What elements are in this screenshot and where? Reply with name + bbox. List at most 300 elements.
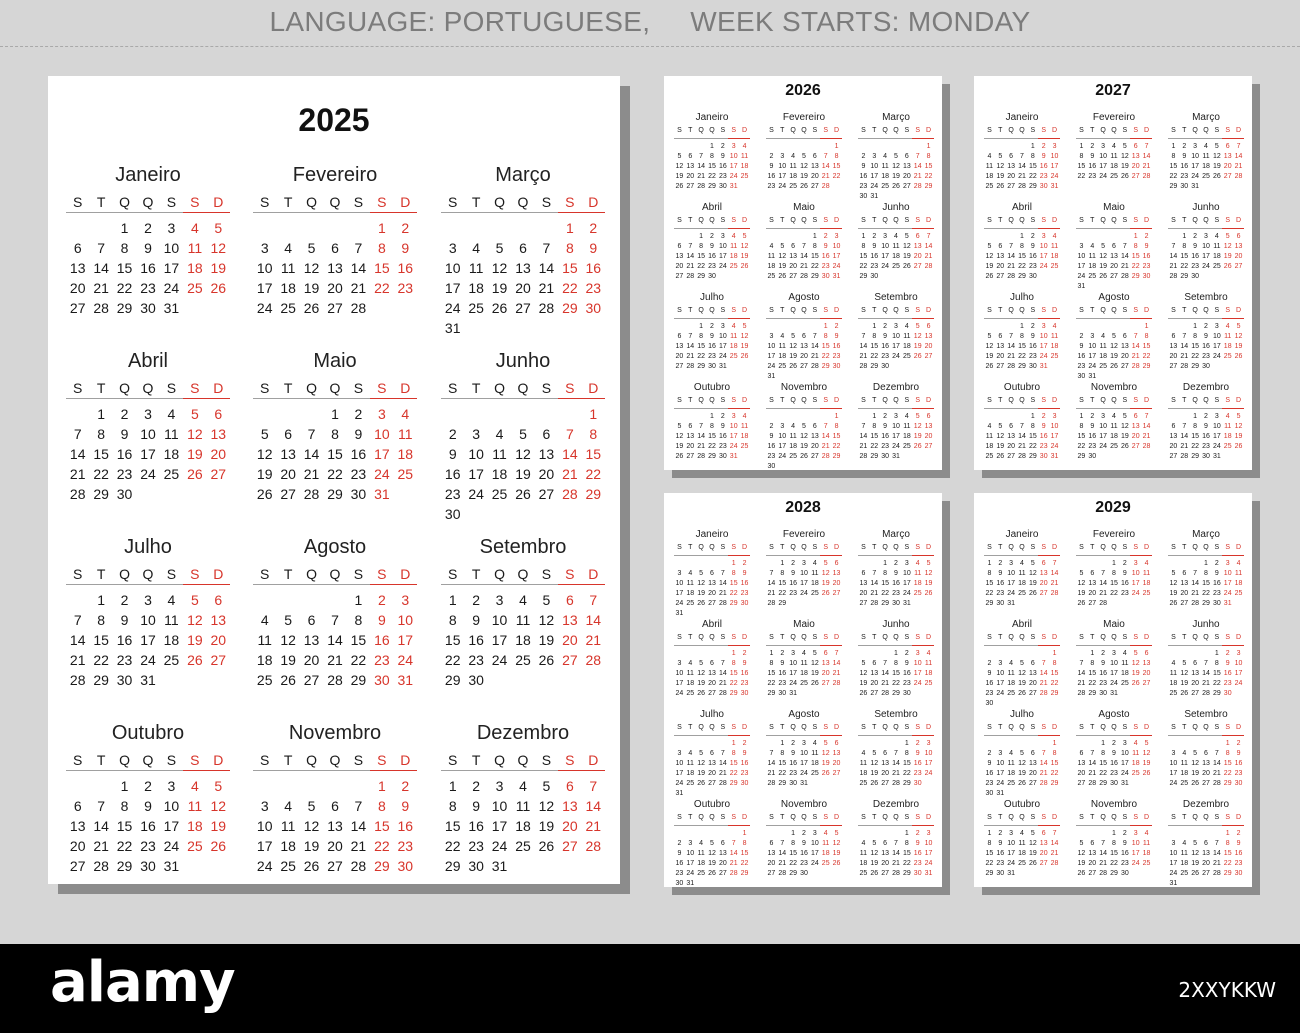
weekend-underline — [1130, 228, 1152, 229]
month-name: Janeiro — [695, 529, 729, 540]
day-cell: 17 — [1077, 263, 1086, 270]
year-title: 2026 — [785, 82, 821, 99]
weekday-header: D — [213, 752, 224, 768]
weekday-header: S — [1225, 814, 1231, 821]
day-cell: 28 — [350, 300, 367, 316]
weekday-header: D — [834, 127, 840, 134]
day-cell: 24 — [902, 590, 911, 597]
day-cell: 9 — [1182, 153, 1187, 160]
weekday-header: S — [1214, 814, 1220, 821]
day-cell: 17 — [902, 580, 911, 587]
day-cell: 30 — [985, 790, 994, 797]
day-cell: 3 — [1133, 830, 1138, 837]
day-cell: 17 — [810, 850, 819, 857]
day-cell: 16 — [444, 466, 461, 482]
day-cell: 16 — [1142, 253, 1151, 260]
day-cell: 31 — [374, 486, 390, 502]
day-cell: 11 — [881, 163, 889, 170]
day-cell: 29 — [778, 600, 787, 607]
day-cell: 18 — [280, 280, 296, 296]
day-cell: 5 — [307, 798, 316, 814]
weekday-header: Q — [893, 307, 899, 314]
day-cell: 21 — [1120, 263, 1129, 270]
day-cell: 29 — [708, 453, 716, 460]
day-cell: 25 — [1088, 273, 1097, 280]
day-cell: 11 — [1180, 850, 1188, 857]
day-cell: 3 — [377, 406, 386, 422]
month-block — [674, 112, 750, 202]
weekday-header: T — [1182, 307, 1187, 314]
day-cell: 28 — [1018, 453, 1026, 460]
weekday-header: Q — [698, 127, 704, 134]
day-cell: 18 — [881, 173, 890, 180]
day-cell: 9 — [915, 840, 920, 847]
month-block — [858, 382, 934, 472]
day-cell: 15 — [870, 433, 879, 440]
day-cell: 12 — [303, 260, 320, 276]
day-cell: 13 — [1039, 840, 1048, 847]
weekday-header: D — [1236, 307, 1242, 314]
day-cell: 3 — [812, 830, 817, 837]
day-cell: 27 — [1234, 263, 1243, 270]
month-block — [253, 350, 417, 536]
day-cell: 27 — [1039, 590, 1048, 597]
day-cell: 26 — [187, 652, 203, 668]
day-cell: 13 — [1202, 760, 1210, 767]
weekday-header: S — [915, 127, 921, 134]
day-cell: 30 — [708, 273, 716, 280]
day-cell: 3 — [448, 240, 457, 256]
day-cell: 5 — [699, 660, 704, 667]
day-cell: 9 — [872, 243, 877, 250]
day-cell: 2 — [1182, 143, 1187, 150]
weekday-header: S — [769, 397, 774, 404]
day-cell: 9 — [791, 750, 796, 757]
day-cell: 3 — [1079, 243, 1084, 250]
day-cell: 20 — [210, 446, 227, 462]
weekday-header: D — [742, 724, 748, 731]
day-cell: 14 — [686, 253, 695, 260]
weekend-underline — [912, 735, 934, 736]
weekday-header: S — [1079, 634, 1084, 641]
day-cell: 24 — [1191, 173, 1200, 180]
weekday-header: Q — [790, 307, 796, 314]
day-cell: 6 — [710, 750, 714, 757]
weekday-header: S — [720, 814, 726, 821]
month-block — [1076, 619, 1152, 709]
weekday-header: D — [1144, 397, 1150, 404]
day-cell: 16 — [1028, 343, 1037, 350]
day-cell: 8 — [97, 612, 106, 628]
month-name: Agosto — [1098, 292, 1130, 303]
weekday-header: S — [1171, 814, 1176, 821]
day-cell: 12 — [924, 570, 933, 577]
weekday-header: Q — [1203, 307, 1209, 314]
day-cell: 27 — [562, 838, 578, 854]
day-cell: 16 — [778, 670, 787, 677]
day-cell: 9 — [998, 570, 1003, 577]
day-cell: 17 — [1131, 580, 1140, 587]
day-cell: 18 — [1169, 680, 1178, 687]
day-cell: 7 — [1214, 840, 1219, 847]
day-cell: 29 — [870, 363, 879, 370]
day-cell: 23 — [1234, 770, 1243, 777]
day-cell: 30 — [1234, 780, 1243, 787]
weekend-underline — [1222, 318, 1244, 319]
day-cell: 6 — [926, 413, 931, 420]
day-cell: 1 — [834, 413, 839, 420]
day-cell: 3 — [802, 560, 806, 567]
day-cell: 14 — [729, 850, 738, 857]
day-cell: 1 — [1079, 143, 1084, 150]
day-cell: 31 — [902, 600, 911, 607]
day-cell: 8 — [791, 840, 796, 847]
weekday-header: D — [834, 814, 840, 821]
weekday-header: T — [283, 194, 293, 210]
day-cell: 1 — [904, 740, 909, 747]
day-cell: 21 — [686, 353, 695, 360]
day-cell: 30 — [892, 600, 900, 607]
day-cell: 19 — [789, 353, 798, 360]
day-cell: 17 — [718, 343, 727, 350]
day-cell: 31 — [1191, 183, 1200, 190]
day-cell: 27 — [996, 363, 1005, 370]
day-cell: 16 — [1088, 433, 1097, 440]
dashed-divider — [0, 46, 1300, 47]
day-cell: 28 — [697, 183, 706, 190]
day-cell: 12 — [1018, 760, 1026, 767]
day-cell: 9 — [120, 426, 129, 442]
day-cell: 25 — [1099, 363, 1108, 370]
day-cell: 30 — [718, 453, 727, 460]
weekday-underline — [1076, 408, 1130, 409]
weekday-header: S — [904, 217, 910, 224]
weekday-header: Q — [709, 397, 715, 404]
weekday-header: S — [353, 380, 364, 396]
day-cell: 1 — [1079, 413, 1084, 420]
weekday-header: Q — [1203, 724, 1209, 731]
day-cell: 22 — [859, 263, 868, 270]
day-cell: 11 — [164, 612, 179, 628]
day-cell: 24 — [1099, 173, 1108, 180]
day-cell: 19 — [821, 760, 830, 767]
day-cell: 2 — [472, 778, 481, 794]
day-cell: 27 — [1131, 443, 1140, 450]
weekday-header: S — [861, 724, 866, 731]
day-cell: 6 — [883, 750, 888, 757]
day-cell: 13 — [708, 760, 716, 767]
day-cell: 10 — [1169, 760, 1178, 767]
day-cell: 12 — [1120, 153, 1129, 160]
day-cell: 25 — [1234, 590, 1243, 597]
day-cell: 19 — [1234, 343, 1243, 350]
day-cell: 8 — [731, 570, 736, 577]
day-cell: 19 — [1110, 353, 1118, 360]
day-cell: 1 — [1052, 650, 1057, 657]
day-cell: 3 — [731, 413, 736, 420]
day-cell: 18 — [821, 850, 830, 857]
day-cell: 28 — [924, 263, 933, 270]
weekday-header: S — [987, 544, 992, 551]
day-cell: 12 — [210, 240, 227, 256]
day-cell: 8 — [883, 570, 888, 577]
weekday-header: Q — [709, 814, 715, 821]
day-cell: 4 — [699, 840, 704, 847]
day-cell: 5 — [519, 426, 527, 442]
day-cell: 6 — [769, 840, 774, 847]
month-block — [766, 202, 842, 292]
weekend-underline — [912, 318, 934, 319]
day-cell: 1 — [780, 560, 785, 567]
day-cell: 10 — [468, 446, 484, 462]
day-cell: 20 — [327, 838, 343, 854]
day-cell: 11 — [1224, 423, 1232, 430]
day-cell: 14 — [1050, 840, 1059, 847]
day-cell: 24 — [675, 600, 684, 607]
day-cell: 27 — [1223, 173, 1232, 180]
day-cell: 19 — [280, 652, 296, 668]
weekday-header: S — [1171, 127, 1176, 134]
day-cell: 18 — [187, 260, 203, 276]
weekday-underline — [674, 318, 728, 319]
day-cell: 23 — [1099, 680, 1108, 687]
day-cell: 29 — [881, 600, 890, 607]
day-cell: 11 — [1121, 660, 1129, 667]
day-cell: 3 — [677, 750, 682, 757]
day-cell: 23 — [718, 443, 727, 450]
day-cell: 8 — [1214, 660, 1219, 667]
day-cell: 29 — [892, 690, 900, 697]
day-cell: 10 — [767, 343, 776, 350]
month-block — [253, 536, 417, 722]
day-cell: 16 — [1028, 253, 1037, 260]
day-cell: 13 — [859, 580, 868, 587]
day-cell: 9 — [472, 798, 481, 814]
day-cell: 28 — [778, 870, 787, 877]
weekday-header: S — [1079, 397, 1084, 404]
day-cell: 21 — [697, 443, 706, 450]
day-cell: 24 — [444, 300, 461, 316]
weekday-header: Q — [329, 380, 341, 396]
day-cell: 4 — [688, 660, 693, 667]
day-cell: 5 — [1193, 840, 1198, 847]
day-cell: 24 — [729, 173, 738, 180]
day-cell: 27 — [1202, 780, 1210, 787]
day-cell: 16 — [913, 760, 922, 767]
weekday-header: S — [720, 724, 726, 731]
day-cell: 24 — [1007, 860, 1016, 867]
day-cell: 8 — [97, 426, 106, 442]
day-cell: 13 — [280, 446, 296, 462]
day-cell: 10 — [913, 660, 922, 667]
day-cell: 16 — [675, 860, 684, 867]
day-cell: 28 — [93, 300, 109, 316]
weekday-header: T — [998, 634, 1003, 641]
day-cell: 21 — [892, 860, 900, 867]
day-cell: 23 — [675, 870, 684, 877]
day-cell: 28 — [718, 600, 727, 607]
day-cell: 3 — [167, 778, 176, 794]
month-name: Abril — [1011, 202, 1032, 213]
weekend-underline — [1222, 138, 1244, 139]
day-cell: 18 — [985, 173, 994, 180]
day-cell: 8 — [1225, 840, 1230, 847]
day-cell: 17 — [729, 433, 738, 440]
day-cell: 29 — [374, 858, 390, 874]
day-cell: 9 — [1204, 333, 1208, 340]
day-cell: 21 — [800, 263, 808, 270]
day-cell: 17 — [718, 253, 727, 260]
day-cell: 15 — [444, 632, 461, 648]
day-cell: 23 — [350, 466, 367, 482]
day-cell: 12 — [697, 760, 706, 767]
day-cell: 28 — [1234, 173, 1243, 180]
day-cell: 25 — [1007, 690, 1016, 697]
day-cell: 26 — [870, 780, 879, 787]
month-name: Outubro — [1003, 799, 1041, 810]
day-cell: 17 — [996, 680, 1005, 687]
weekday-header: S — [1079, 814, 1084, 821]
day-cell: 4 — [519, 592, 527, 608]
weekday-header: S — [823, 544, 829, 551]
calendar-sheet-2026 — [664, 76, 942, 470]
day-cell: 14 — [1077, 670, 1086, 677]
day-cell: 2 — [589, 220, 598, 236]
day-cell: 18 — [859, 770, 868, 777]
weekday-header: S — [904, 544, 910, 551]
day-cell: 1 — [1020, 323, 1024, 330]
day-cell: 18 — [1142, 850, 1151, 857]
day-cell: 14 — [350, 260, 367, 276]
day-cell: 31 — [491, 858, 508, 874]
day-cell: 2 — [448, 426, 457, 442]
day-cell: 22 — [1131, 263, 1140, 270]
day-cell: 18 — [729, 343, 738, 350]
weekday-header: T — [471, 194, 481, 210]
day-cell: 18 — [859, 860, 868, 867]
weekday-header: S — [166, 566, 177, 582]
weekday-underline — [674, 735, 728, 736]
day-cell: 24 — [491, 838, 508, 854]
weekday-header: Q — [698, 724, 704, 731]
day-cell: 16 — [1120, 850, 1129, 857]
weekday-header: S — [565, 566, 575, 582]
day-cell: 6 — [688, 423, 693, 430]
day-cell: 14 — [93, 260, 109, 276]
day-cell: 25 — [163, 466, 180, 482]
weekend-underline — [1130, 318, 1152, 319]
weekday-header: S — [987, 397, 992, 404]
day-cell: 14 — [1142, 423, 1151, 430]
day-cell: 19 — [1142, 760, 1151, 767]
day-cell: 13 — [562, 612, 578, 628]
day-cell: 26 — [515, 486, 531, 502]
day-cell: 25 — [280, 858, 296, 874]
day-cell: 20 — [859, 590, 868, 597]
day-cell: 28 — [718, 780, 727, 787]
day-cell: 29 — [1018, 273, 1026, 280]
day-cell: 23 — [740, 680, 749, 687]
day-cell: 22 — [870, 443, 879, 450]
weekday-header: S — [1030, 814, 1036, 821]
day-cell: 21 — [1142, 163, 1151, 170]
weekday-header: S — [1214, 544, 1220, 551]
day-cell: 17 — [163, 818, 180, 834]
day-cell: 17 — [870, 173, 879, 180]
weekday-header: S — [861, 634, 866, 641]
day-cell: 9 — [823, 243, 828, 250]
month-block — [984, 529, 1060, 619]
day-cell: 27 — [686, 183, 695, 190]
day-cell: 14 — [718, 760, 727, 767]
day-cell: 19 — [1077, 860, 1086, 867]
day-cell: 14 — [800, 253, 808, 260]
day-cell: 14 — [1212, 850, 1221, 857]
weekday-header: T — [1182, 544, 1187, 551]
day-cell: 17 — [800, 580, 808, 587]
weekday-header: D — [742, 217, 748, 224]
day-cell: 30 — [740, 780, 749, 787]
month-name: Janeiro — [695, 112, 729, 123]
day-cell: 10 — [1050, 153, 1059, 160]
day-cell: 27 — [924, 443, 933, 450]
weekday-header: S — [1079, 724, 1084, 731]
day-cell: 9 — [894, 570, 898, 577]
day-cell: 3 — [1225, 560, 1230, 567]
weekend-underline — [820, 645, 842, 646]
day-cell: 26 — [303, 858, 320, 874]
day-cell: 25 — [740, 443, 749, 450]
day-cell: 7 — [834, 650, 839, 657]
day-cell: 28 — [69, 486, 86, 502]
weekday-header: S — [677, 724, 682, 731]
day-cell: 4 — [1112, 143, 1116, 150]
weekday-header: S — [720, 217, 726, 224]
day-cell: 20 — [810, 173, 819, 180]
day-cell: 30 — [881, 363, 890, 370]
day-cell: 22 — [1018, 263, 1026, 270]
day-cell: 20 — [1223, 163, 1232, 170]
day-cell: 29 — [1223, 870, 1232, 877]
day-cell: 18 — [1180, 770, 1189, 777]
day-cell: 8 — [780, 750, 785, 757]
weekday-header: T — [998, 307, 1003, 314]
calendar-sheet-2028 — [664, 493, 942, 887]
day-cell: 4 — [1101, 333, 1106, 340]
day-cell: 12 — [1131, 660, 1140, 667]
weekday-header: Q — [306, 566, 317, 582]
weekday-header: Q — [142, 380, 154, 396]
weekday-header: T — [1182, 217, 1187, 224]
weekend-underline — [1130, 408, 1152, 409]
day-cell: 23 — [468, 652, 484, 668]
week-start-label: WEEK STARTS: MONDAY — [690, 6, 1031, 37]
day-cell: 28 — [892, 870, 900, 877]
day-cell: 7 — [1122, 243, 1127, 250]
day-cell: 17 — [675, 680, 684, 687]
day-cell: 3 — [802, 740, 806, 747]
day-cell: 6 — [1182, 570, 1187, 577]
day-cell: 26 — [1142, 770, 1151, 777]
day-cell: 10 — [1007, 570, 1016, 577]
day-cell: 20 — [1028, 680, 1037, 687]
weekend-underline — [728, 555, 750, 556]
weekend-underline — [558, 770, 605, 771]
day-cell: 25 — [515, 838, 531, 854]
day-cell: 22 — [1028, 173, 1037, 180]
day-cell: 2 — [1122, 560, 1127, 567]
weekday-header: D — [1144, 724, 1150, 731]
